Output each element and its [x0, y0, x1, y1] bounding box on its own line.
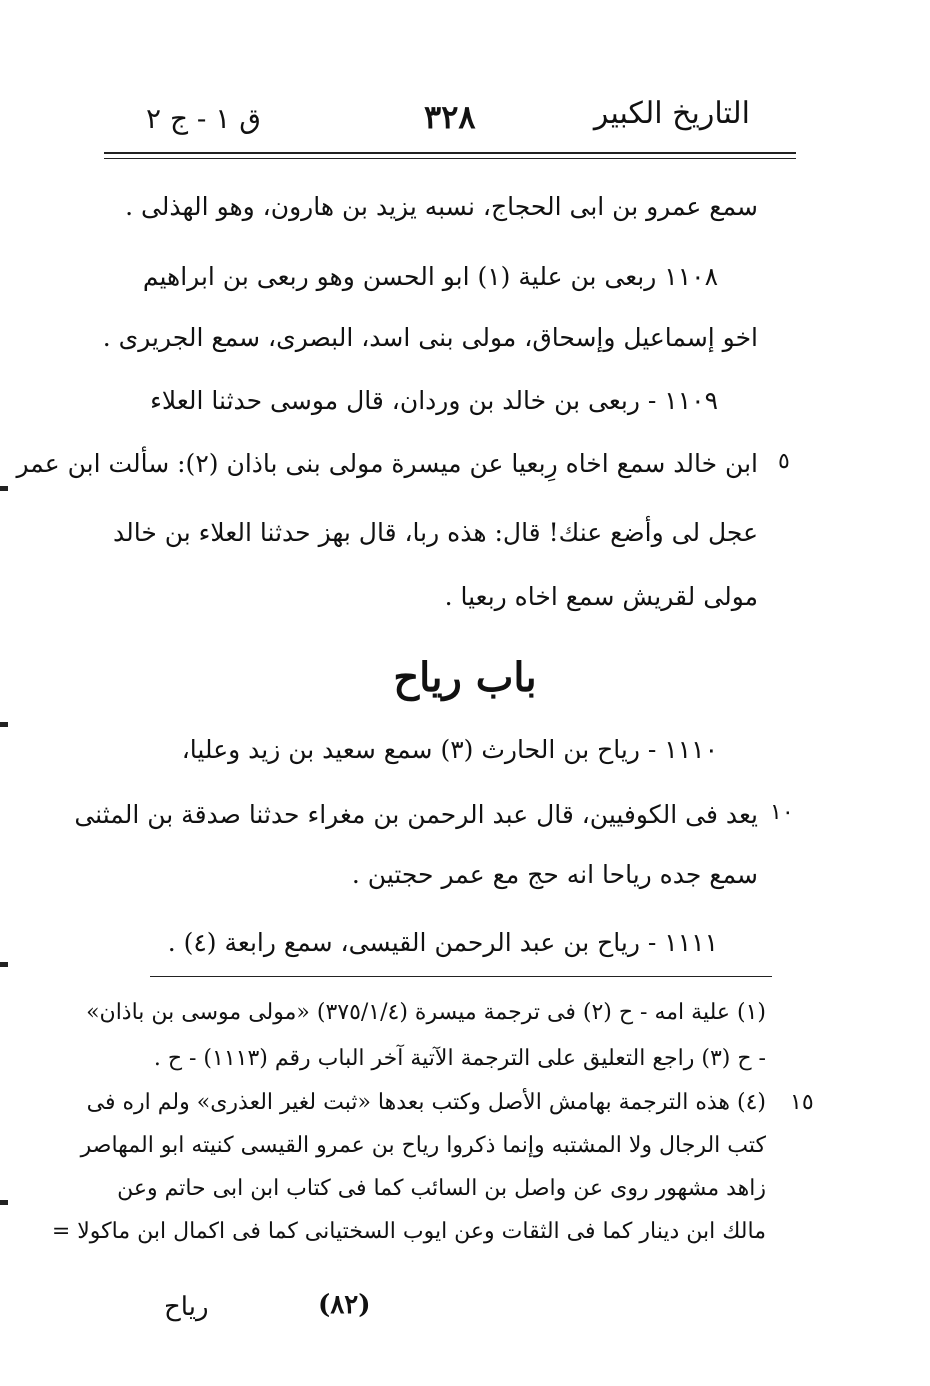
entry-1108-line: ١١٠٨ ربعى بن علية (١) ابو الحسن وهو ربعى بن ابراهيم	[142, 262, 718, 291]
entry-1111-line: ١١١١ - رياح بن عبد الرحمن القيسى، سمع رابعة (٤) .	[167, 928, 718, 957]
header-rule-thin	[104, 158, 796, 159]
body-line: ابن خالد سمع اخاه رِبعيا عن ميسرة مولى بنى باذان (٢): سألت ابن عمر	[16, 449, 758, 478]
body-line: مولى لقريش سمع اخاه ربعيا .	[444, 582, 758, 611]
section-title: باب رياح	[393, 654, 537, 701]
footnote-rule	[150, 976, 772, 977]
line-number-marker: ٥	[778, 449, 790, 474]
footnote-line: مالك ابن دينار كما فى الثقات وعن ايوب السختيانى كما فى اكمال ابن ماكولا =	[51, 1219, 766, 1244]
entry-1110-line: ١١١٠ - رياح بن الحارث (٣) سمع سعيد بن زيد وعليا،	[181, 735, 718, 764]
binding-mark	[0, 486, 8, 491]
page-number: ٣٢٨	[424, 98, 476, 136]
binding-mark	[0, 962, 8, 967]
line-number-marker: ١٥	[790, 1090, 814, 1115]
signature-word: رياح	[164, 1292, 209, 1322]
footnote-line: - ح (٣) راجع التعليق على الترجمة الآتية آخر الباب رقم (١١١٣) - ح .	[153, 1046, 766, 1071]
line-number-marker: ١٠	[770, 800, 794, 825]
body-line: سمع جده رياحا انه حج مع عمر حجتين .	[351, 860, 758, 889]
body-line: اخو إسماعيل وإسحاق، مولى بنى اسد، البصرى، سمع الجريرى .	[102, 323, 758, 352]
entry-1109-line: ١١٠٩ - ربعى بن خالد بن وردان، قال موسى حدثنا العلاء	[150, 386, 718, 415]
volume-indicator: ق ١ - ج ٢	[146, 102, 261, 135]
header-rule	[104, 152, 796, 154]
footnote-line: (٤) هذه الترجمة بهامش الأصل وكتب بعدها «ثبت لغير العذرى» ولم اره فى	[86, 1090, 766, 1115]
footnote-line: (١) علية امه - ح (٢) فى ترجمة ميسرة (٣٧٥/١/٤) «مولى موسى بن باذان»	[86, 1000, 766, 1025]
body-line: عجل لى وأضع عنك! قال: هذه ربا، قال بهز حدثنا العلاء بن خالد	[112, 518, 758, 547]
footnote-line: كتب الرجال ولا المشتبه وإنما ذكروا رياح بن عمرو القيسى كنيته ابو المهاصر	[80, 1133, 766, 1158]
body-line: سمع عمرو بن ابى الحجاج، نسبه يزيد بن هارون، وهو الهذلى .	[125, 192, 758, 221]
binding-mark	[0, 1200, 8, 1205]
footnote-line: زاهد مشهور روى عن واصل بن السائب كما فى كتاب ابن ابى حاتم وعن	[117, 1176, 766, 1201]
body-line: يعد فى الكوفيين، قال عبد الرحمن بن مغراء حدثنا صدقة بن المثنى	[74, 800, 758, 829]
book-title: التاريخ الكبير	[593, 96, 750, 131]
binding-mark	[0, 722, 8, 727]
signature-number: (٨٢)	[318, 1290, 371, 1320]
